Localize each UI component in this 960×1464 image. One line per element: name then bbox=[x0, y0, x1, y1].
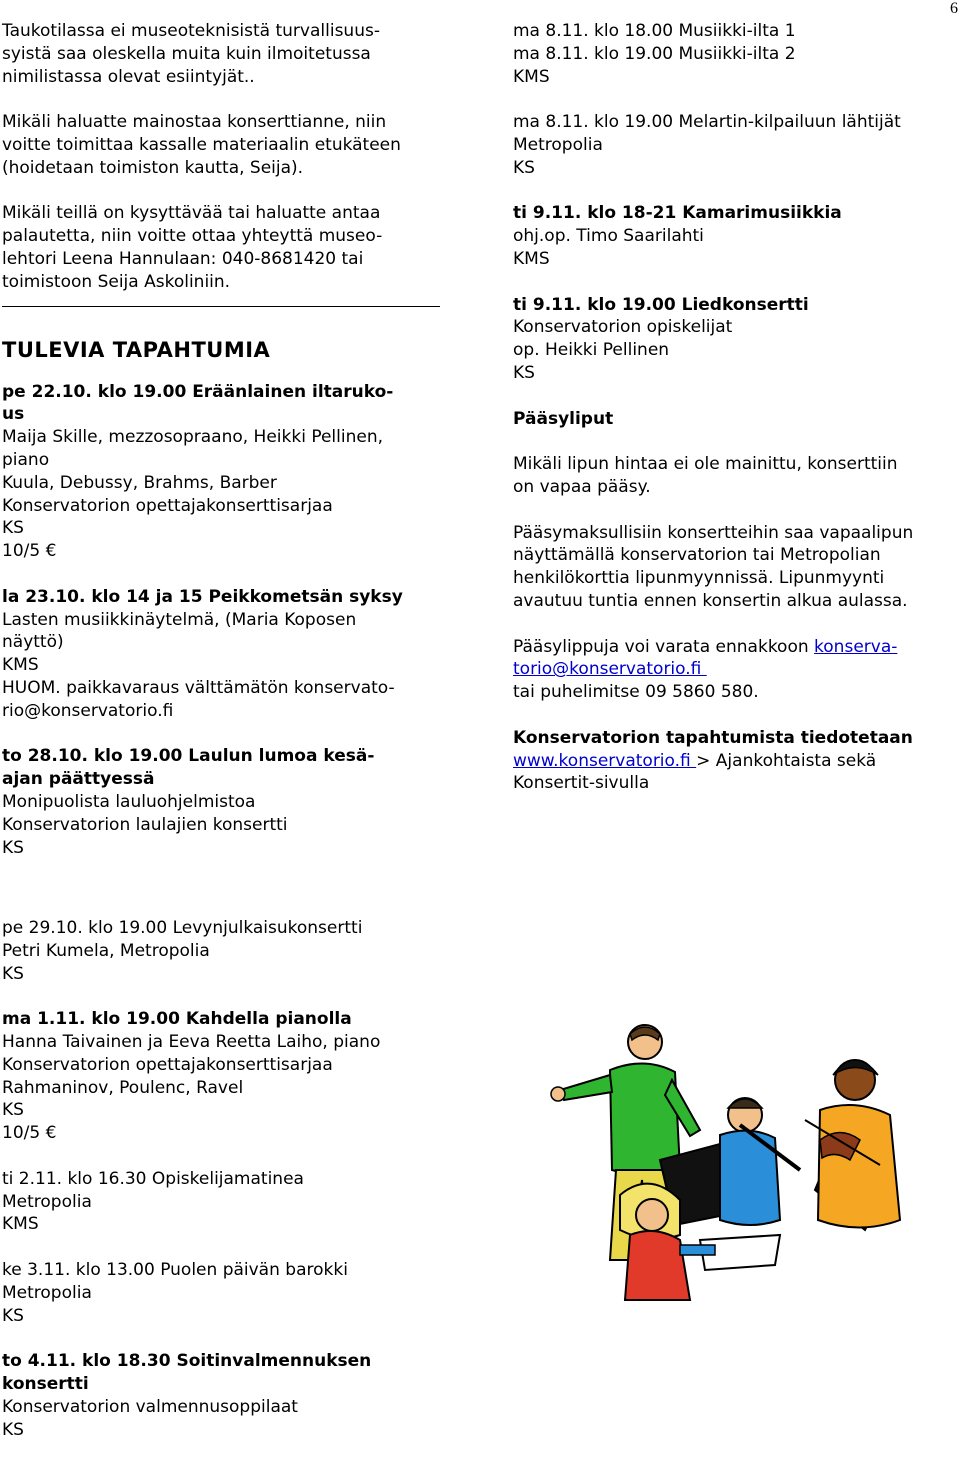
event-title: ajan päättyessä bbox=[2, 769, 155, 790]
event-detail: KMS bbox=[513, 248, 550, 269]
event-item bbox=[2, 1259, 462, 1327]
text-line: voitte toimittaa kassalle materiaalin etukäteen bbox=[2, 134, 401, 155]
intro-paragraph-3 bbox=[2, 202, 462, 293]
event-title: pe 22.10. klo 19.00 Eräänlainen iltaruko- bbox=[2, 381, 394, 402]
event-detail: Metropolia bbox=[513, 134, 603, 155]
event-detail: HUOM. paikkavaraus välttämätön konservato- bbox=[2, 677, 395, 698]
text-line: avautuu tuntia ennen konsertin alkua aulassa. bbox=[513, 590, 908, 611]
event-detail: Metropolia bbox=[2, 1191, 92, 1212]
event-detail: Maija Skille, mezzosopraano, Heikki Pellinen, bbox=[2, 427, 384, 448]
event-detail: 10/5 € bbox=[2, 541, 57, 562]
event-detail: näyttö) bbox=[2, 632, 64, 653]
event-detail: KS bbox=[2, 1305, 24, 1326]
info-bold-line: Konservatorion tapahtumista tiedotetaan bbox=[513, 727, 913, 748]
event-detail: KS bbox=[2, 1419, 24, 1440]
event-detail: Rahmaninov, Poulenc, Ravel bbox=[2, 1077, 244, 1098]
events-heading: TULEVIA TAPAHTUMIA bbox=[2, 337, 271, 362]
event-item bbox=[2, 1008, 462, 1145]
text-line: Mikäli teillä on kysyttävää tai haluatte antaa bbox=[2, 203, 381, 224]
info-after-link: > Ajankohtaista sekä bbox=[696, 750, 877, 771]
event-item bbox=[513, 111, 953, 179]
event-item bbox=[2, 1350, 462, 1441]
event-item bbox=[2, 586, 462, 723]
text-line: lehtori Leena Hannulaan: 040-8681420 tai bbox=[2, 248, 364, 269]
text-line: näyttämällä konservatorion tai Metropolian bbox=[513, 545, 881, 566]
event-detail: KMS bbox=[513, 66, 550, 87]
flute-player-figure bbox=[720, 1098, 800, 1225]
event-title: la 23.10. klo 14 ja 15 Peikkometsän syksy bbox=[2, 586, 403, 607]
left-column bbox=[2, 20, 462, 882]
text-line: nimilistassa olevat esiintyjät.. bbox=[2, 66, 255, 87]
event-item bbox=[2, 1168, 462, 1236]
event-title: to 4.11. klo 18.30 Soitinvalmennuksen bbox=[2, 1351, 372, 1372]
event-detail: piano bbox=[2, 449, 50, 470]
event-detail: Monipuolista lauluohjelmistoa bbox=[2, 791, 256, 812]
tickets-paragraph-2 bbox=[513, 522, 953, 613]
event-title: ti 9.11. klo 18-21 Kamarimusiikkia bbox=[513, 203, 842, 224]
info-paragraph bbox=[513, 727, 953, 795]
event-title: ti 2.11. klo 16.30 Opiskelijamatinea bbox=[2, 1168, 304, 1189]
event-detail: Konservatorion valmennusoppilaat bbox=[2, 1396, 298, 1417]
event-detail: ohj.op. Timo Saarilahti bbox=[513, 226, 704, 247]
violinist-figure bbox=[805, 1060, 900, 1228]
event-list-left bbox=[2, 381, 462, 860]
website-link[interactable]: www.konservatorio.fi bbox=[513, 750, 697, 771]
event-title: ma 8.11. klo 18.00 Musiikki-ilta 1 bbox=[513, 21, 796, 41]
event-title: to 28.10. klo 19.00 Laulun lumoa kesä- bbox=[2, 746, 375, 767]
text-line: syistä saa oleskella muita kuin ilmoitetussa bbox=[2, 43, 371, 64]
event-detail: Konservatorion opiskelijat bbox=[513, 317, 733, 338]
event-list-bottom bbox=[2, 917, 462, 1464]
event-item bbox=[2, 381, 462, 563]
tickets-heading: Pääsyliput bbox=[513, 408, 614, 429]
tickets-paragraph-3 bbox=[513, 636, 953, 704]
event-detail: KS bbox=[513, 362, 535, 383]
event-item bbox=[2, 917, 462, 985]
event-detail: op. Heikki Pellinen bbox=[513, 340, 670, 361]
event-title: ti 9.11. klo 19.00 Liedkonsertti bbox=[513, 294, 809, 315]
event-title: ke 3.11. klo 13.00 Puolen päivän barokki bbox=[2, 1259, 348, 1280]
event-title: pe 29.10. klo 19.00 Levynjulkaisukonsertti bbox=[2, 918, 363, 938]
page-number: 6 bbox=[950, 0, 958, 17]
tickets-section bbox=[513, 408, 953, 431]
event-detail: KMS bbox=[2, 655, 39, 676]
event-detail: KS bbox=[2, 518, 24, 539]
tickets-phone-text: tai puhelimitse 09 5860 580. bbox=[513, 682, 759, 703]
event-detail: KS bbox=[2, 1100, 24, 1121]
text-line: palautetta, niin voitte ottaa yhteyttä museo- bbox=[2, 226, 383, 247]
event-detail: Lasten musiikkinäytelmä, (Maria Koposen bbox=[2, 609, 357, 630]
event-title: ma 1.11. klo 19.00 Kahdella pianolla bbox=[2, 1009, 352, 1030]
event-item bbox=[513, 294, 953, 385]
right-column bbox=[513, 20, 953, 818]
email-link-part-1[interactable]: konserva- bbox=[814, 636, 898, 657]
intro-paragraph-2 bbox=[2, 111, 462, 179]
event-detail: Kuula, Debussy, Brahms, Barber bbox=[2, 472, 277, 493]
event-detail: Metropolia bbox=[2, 1282, 92, 1303]
event-detail: rio@konservatorio.fi bbox=[2, 700, 174, 721]
event-detail: KS bbox=[513, 157, 535, 178]
event-title: ma 8.11. klo 19.00 Musiikki-ilta 2 bbox=[513, 43, 796, 64]
info-last-line: Konsertit-sivulla bbox=[513, 773, 650, 794]
text-line: (hoidetaan toimiston kautta, Seija). bbox=[2, 157, 304, 178]
event-detail: Petri Kumela, Metropolia bbox=[2, 940, 210, 961]
text-line: toimistoon Seija Askoliniin. bbox=[2, 271, 231, 292]
intro-paragraph-1 bbox=[2, 20, 462, 88]
tickets-paragraph-1 bbox=[513, 453, 953, 499]
tickets-reserve-text: Pääsylippuja voi varata ennakkoon bbox=[513, 636, 815, 657]
music-students-illustration bbox=[550, 1020, 950, 1320]
text-line: henkilökorttia lipunmyynnissä. Lipunmyynti bbox=[513, 568, 885, 589]
event-detail: 10/5 € bbox=[2, 1123, 57, 1144]
text-line: Mikäli haluatte mainostaa konserttianne, niin bbox=[2, 112, 387, 133]
event-detail: Konservatorion laulajien konsertti bbox=[2, 814, 288, 835]
text-line: Pääsymaksullisiin konsertteihin saa vapaalipun bbox=[513, 522, 914, 543]
event-item bbox=[513, 20, 953, 88]
text-line: on vapaa pääsy. bbox=[513, 476, 651, 497]
event-item bbox=[2, 745, 462, 859]
email-link-part-2[interactable]: torio@konservatorio.fi bbox=[513, 659, 707, 680]
event-detail: Hanna Taivainen ja Eeva Reetta Laiho, piano bbox=[2, 1031, 381, 1052]
event-title: ma 8.11. klo 19.00 Melartin-kilpailuun lähtijät bbox=[513, 112, 901, 133]
event-detail: KS bbox=[2, 837, 24, 858]
event-title: konsertti bbox=[2, 1373, 89, 1394]
event-detail: Konservatorion opettajakonserttisarjaa bbox=[2, 1054, 333, 1075]
divider-line bbox=[2, 306, 440, 307]
event-detail: KS bbox=[2, 963, 24, 984]
event-item bbox=[513, 202, 953, 270]
text-line: Taukotilassa ei museoteknisistä turvallisuus- bbox=[2, 21, 380, 41]
event-detail: Konservatorion opettajakonserttisarjaa bbox=[2, 495, 333, 516]
event-list-right bbox=[513, 20, 953, 385]
text-line: Mikäli lipun hintaa ei ole mainittu, konserttiin bbox=[513, 454, 898, 475]
event-title: us bbox=[2, 404, 25, 425]
event-detail: KMS bbox=[2, 1214, 39, 1235]
